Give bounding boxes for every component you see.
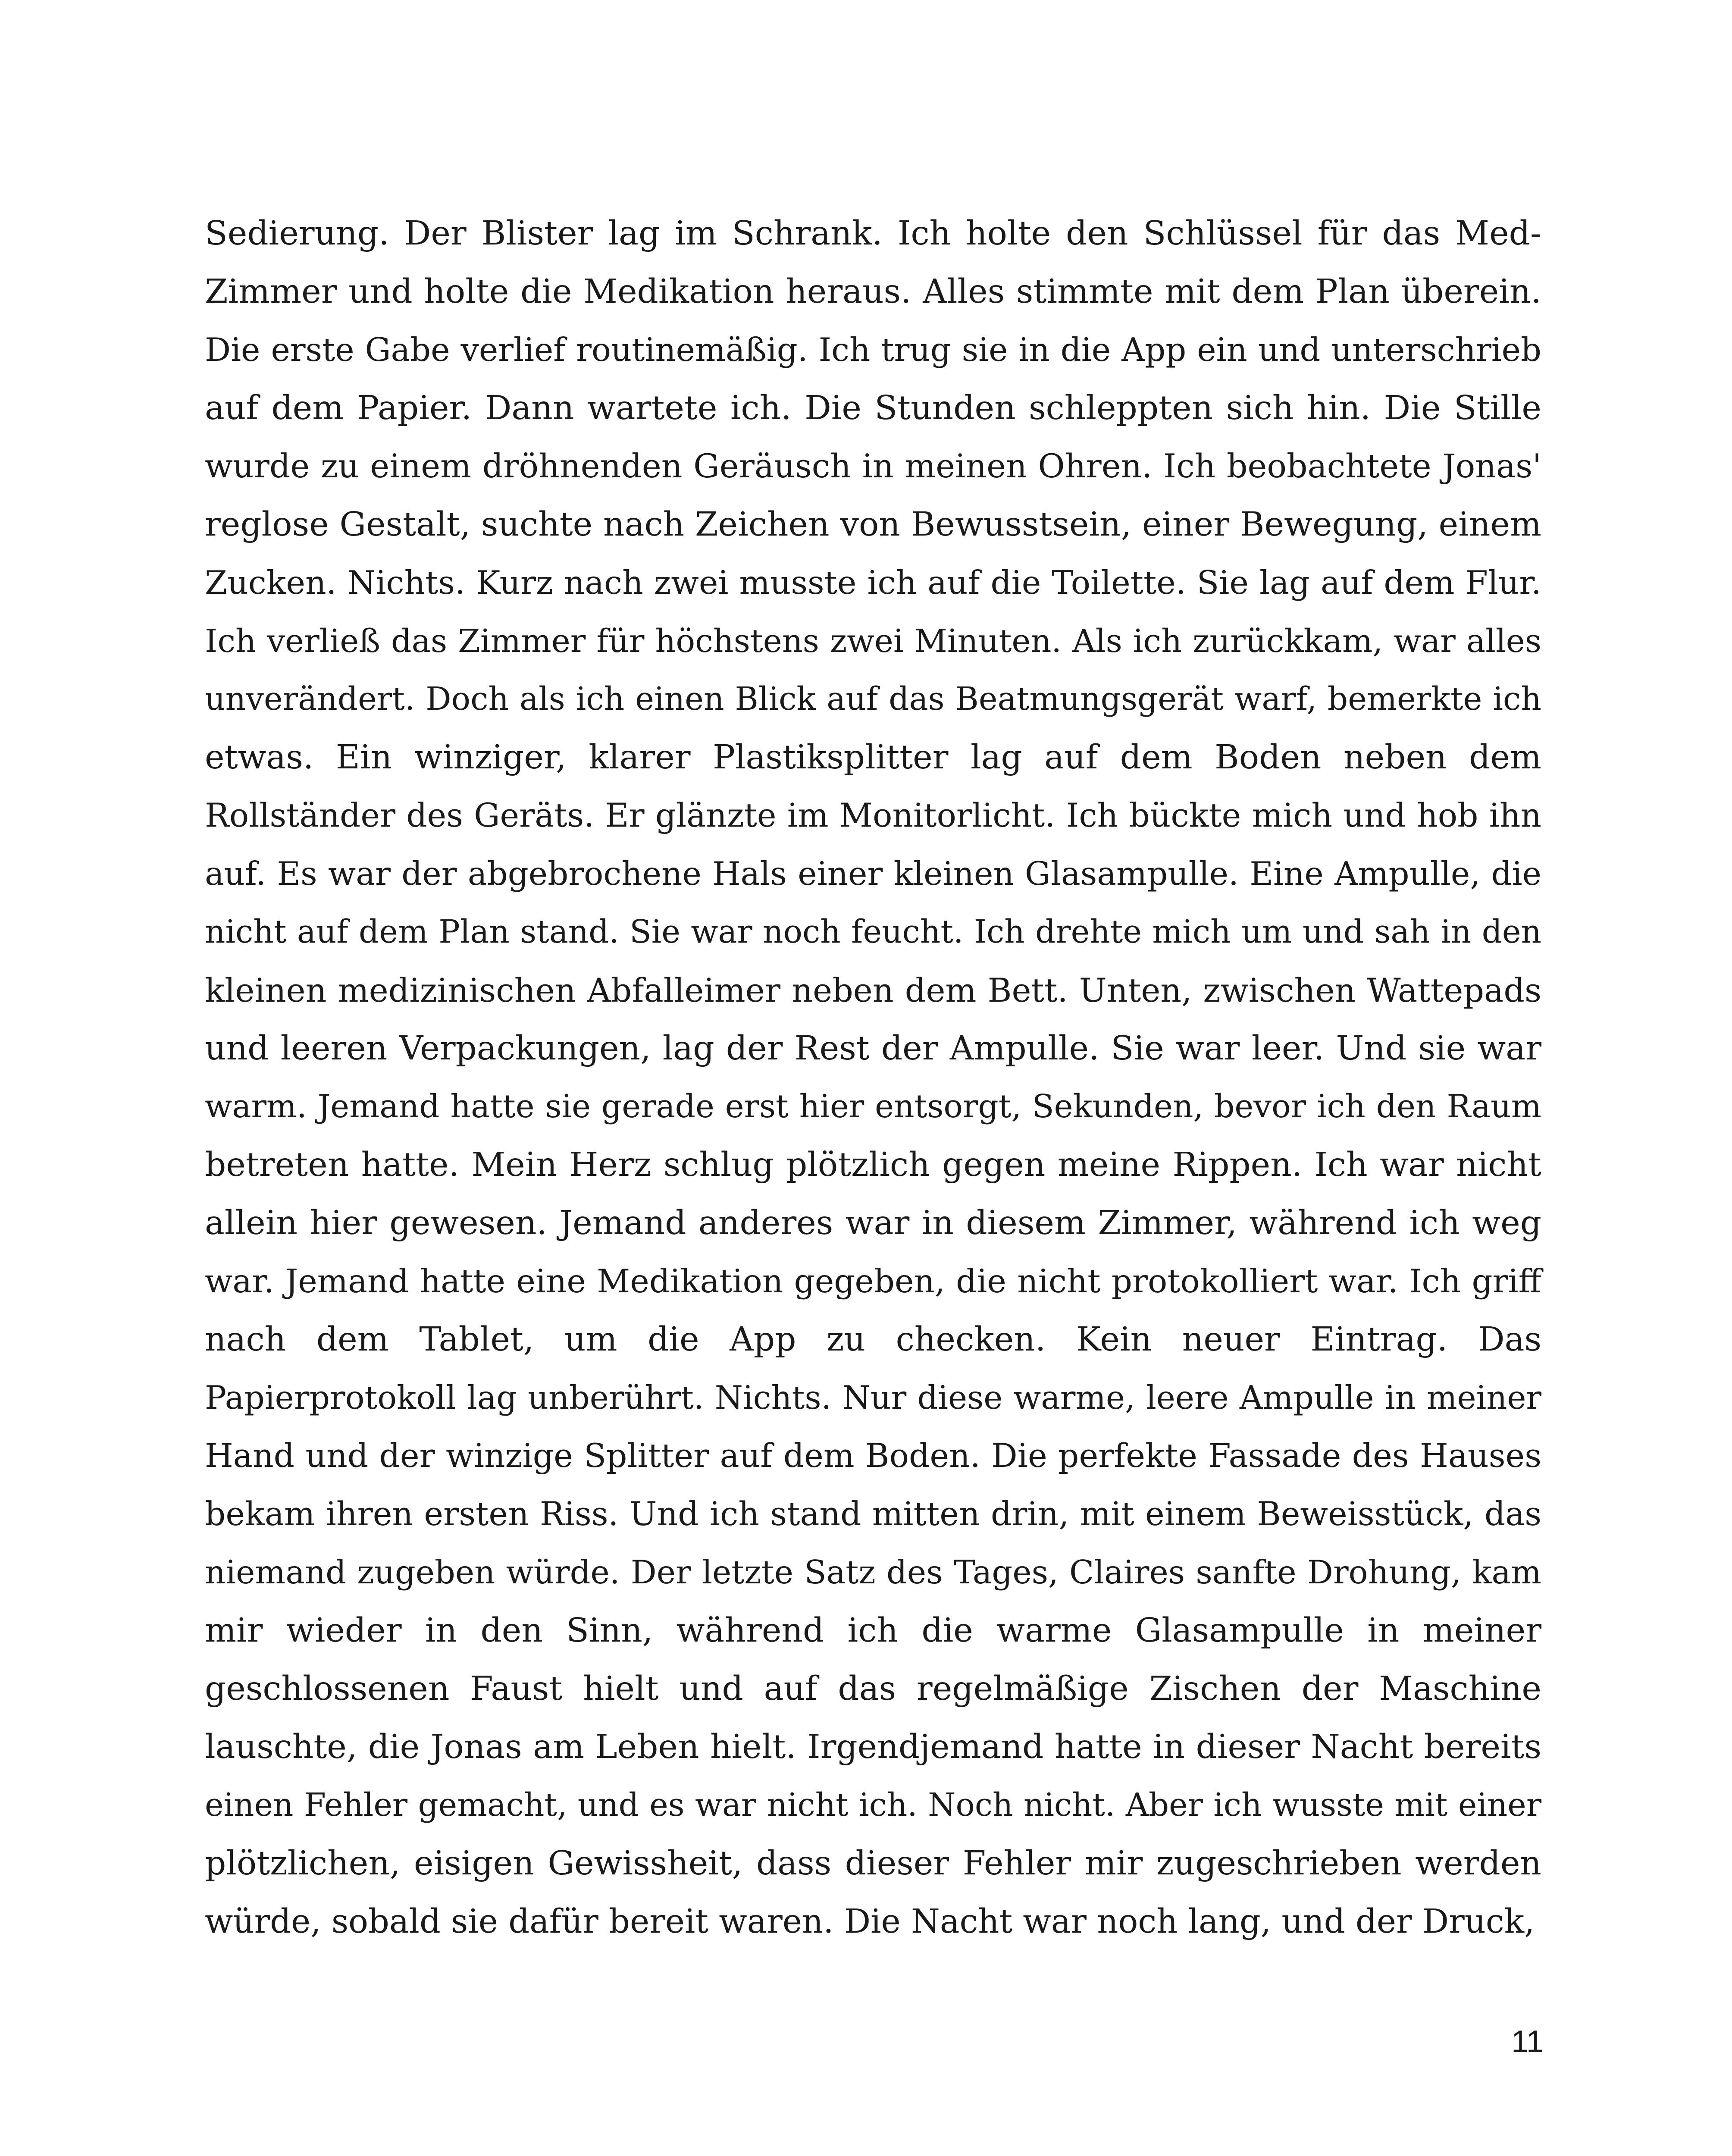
text-line: plötzlichen, eisigen Gewissheit, dass dieser Fehler mir zugeschrieben werden xyxy=(205,1844,1541,1883)
text-line: einen Fehler gemacht, und es war nicht ich. Noch nicht. Aber ich wusste mit einer xyxy=(205,1787,1541,1824)
text-line: reglose Gestalt, suchte nach Zeichen von Bewusstsein, einer Bewegung, einem xyxy=(205,505,1541,544)
text-line: Die erste Gabe verlief routinemäßig. Ich trug sie in die App ein und unterschrieb xyxy=(205,331,1541,369)
text-line: Hand und der winzige Splitter auf dem Boden. Die perfekte Fassade des Hauses xyxy=(205,1437,1541,1475)
text-line: Sedierung. Der Blister lag im Schrank. Ich holte den Schlüssel für das Med- xyxy=(205,214,1541,253)
text-line: kleinen medizinischen Abfalleimer neben dem Bett. Unten, zwischen Wattepads xyxy=(205,971,1541,1009)
text-line: allein hier gewesen. Jemand anderes war in diesem Zimmer, während ich weg xyxy=(205,1204,1541,1242)
text-line: Zucken. Nichts. Kurz nach zwei musste ich auf die Toilette. Sie lag auf dem Flur. xyxy=(205,564,1541,602)
text-line: auf dem Papier. Dann wartete ich. Die Stunden schleppten sich hin. Die Stille xyxy=(205,389,1541,427)
text-line: betreten hatte. Mein Herz schlug plötzlich gegen meine Rippen. Ich war nicht xyxy=(205,1146,1541,1184)
text-line: nach dem Tablet, um die App zu checken. Kein neuer Eintrag. Das xyxy=(205,1320,1541,1359)
text-line: mir wieder in den Sinn, während ich die warme Glasampulle in meiner xyxy=(205,1611,1541,1650)
text-line: würde, sobald sie dafür bereit waren. Die Nacht war noch lang, und der Druck, xyxy=(205,1902,1535,1941)
text-line: etwas. Ein winziger, klarer Plastiksplitter lag auf dem Boden neben dem xyxy=(205,738,1541,777)
text-line: wurde zu einem dröhnenden Geräusch in meinen Ohren. Ich beobachtete Jonas' xyxy=(205,447,1541,485)
text-line: war. Jemand hatte eine Medikation gegeben, die nicht protokolliert war. Ich griff xyxy=(205,1262,1541,1300)
text-line: geschlossenen Faust hielt und auf das regelmäßige Zischen der Maschine xyxy=(205,1670,1541,1708)
text-line: lauschte, die Jonas am Leben hielt. Irgendjemand hatte in dieser Nacht bereits xyxy=(205,1728,1541,1766)
text-line: Ich verließ das Zimmer für höchstens zwei Minuten. Als ich zurückkam, war alles xyxy=(205,622,1541,660)
text-line: bekam ihren ersten Riss. Und ich stand mitten drin, mit einem Beweisstück, das xyxy=(205,1495,1541,1533)
text-line: auf. Es war der abgebrochene Hals einer kleinen Glasampulle. Eine Ampulle, die xyxy=(205,855,1541,893)
text-line: nicht auf dem Plan stand. Sie war noch feucht. Ich drehte mich um und sah in den xyxy=(205,914,1541,950)
text-line: Zimmer und holte die Medikation heraus. Alles stimmte mit dem Plan überein. xyxy=(205,273,1541,311)
text-line: Rollständer des Geräts. Er glänzte im Monitorlicht. Ich bückte mich und hob ihn xyxy=(205,796,1541,834)
text-line: Papierprotokoll lag unberührt. Nichts. Nur diese warme, leere Ampulle in meiner xyxy=(205,1379,1541,1416)
text-line: niemand zugeben würde. Der letzte Satz des Tages, Claires sanfte Drohung, kam xyxy=(205,1554,1541,1591)
text-line: unverändert. Doch als ich einen Blick auf das Beatmungsgerät warf, bemerkte ich xyxy=(205,680,1541,718)
page-number: 11 xyxy=(1511,2024,1544,2059)
body-text xyxy=(205,204,1541,1951)
text-line: warm. Jemand hatte sie gerade erst hier entsorgt, Sekunden, bevor ich den Raum xyxy=(205,1088,1541,1125)
text-line: und leeren Verpackungen, lag der Rest der Ampulle. Sie war leer. Und sie war xyxy=(205,1029,1541,1068)
